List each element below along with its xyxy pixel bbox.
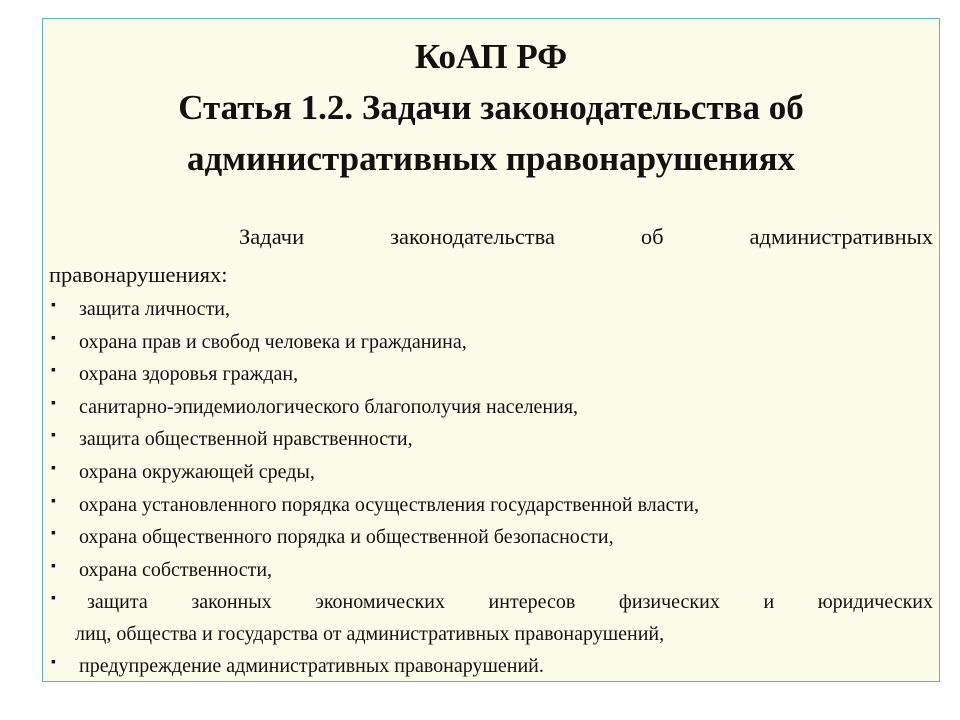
list-item <box>43 456 933 489</box>
bullet-icon: ▪ <box>51 591 56 607</box>
title-line-subject: административных правонарушениях <box>186 139 796 178</box>
list-item <box>43 521 933 554</box>
bullet-icon: ▪ <box>51 558 56 574</box>
bullet-icon: ▪ <box>51 526 56 542</box>
title-line-article: Статья 1.2. Задачи законодательства об <box>178 88 804 127</box>
list-item-text <box>75 586 933 650</box>
list-item-text: охрана общественного порядка и общественной безопасности, <box>79 526 614 549</box>
bullet-icon: ▪ <box>51 493 56 509</box>
list-item <box>43 554 933 587</box>
list-item-text: охрана здоровья граждан, <box>79 363 299 386</box>
bullet-icon: ▪ <box>51 428 56 444</box>
list-item <box>43 489 933 522</box>
intro-paragraph <box>49 218 933 294</box>
list-item-text: охрана окружающей среды, <box>79 460 315 483</box>
slide-frame <box>42 18 940 682</box>
list-item-text-line1: защита законных экономических интересов физических и юридических <box>87 591 933 614</box>
list-item-text-line2: лиц, общества и государства от административных правонарушений, <box>75 623 665 646</box>
list-item-text: охрана установленного порядка осуществления государственной власти, <box>79 493 699 516</box>
list-item-text: предупреждение административных правонарушений. <box>79 655 544 678</box>
bullet-icon: ▪ <box>51 330 56 346</box>
tasks-list <box>43 293 933 683</box>
list-item <box>43 650 933 683</box>
bullet-icon: ▪ <box>51 460 56 476</box>
list-item-text: защита личности, <box>79 298 231 320</box>
bullet-icon: ▪ <box>51 655 56 671</box>
intro-second-line: правонарушениях: <box>49 262 228 287</box>
list-item-text: охрана собственности, <box>79 558 273 581</box>
list-item-text: санитарно-эпидемиологического благополучия населения, <box>79 395 579 418</box>
list-item <box>43 423 933 456</box>
title-line-code: КоАП РФ <box>414 37 568 76</box>
intro-first-line: Задачи законодательства об административных <box>239 224 933 249</box>
list-item-text: охрана прав и свобод человека и гражданина, <box>79 330 467 353</box>
list-item <box>43 326 933 359</box>
slide-title <box>43 31 939 184</box>
list-item <box>43 391 933 424</box>
bullet-icon: ▪ <box>51 395 56 411</box>
bullet-icon: ▪ <box>51 298 56 313</box>
list-item <box>43 586 933 650</box>
list-item-text: защита общественной нравственности, <box>79 428 413 451</box>
list-item <box>43 358 933 391</box>
bullet-icon: ▪ <box>51 363 56 379</box>
list-item <box>43 293 933 326</box>
